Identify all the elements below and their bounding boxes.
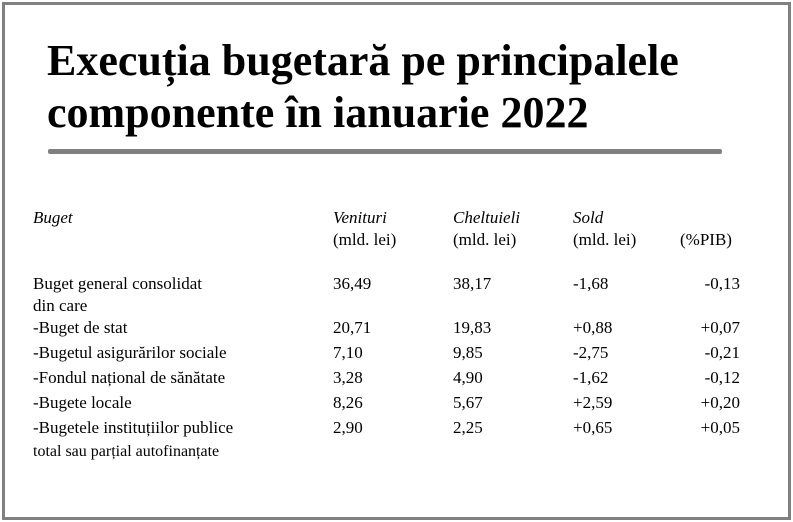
header-buget-label: Buget: [33, 208, 73, 227]
cell-pib: +0,20: [700, 393, 740, 412]
row-label: -Bugetul asigurărilor sociale: [33, 343, 227, 362]
cell-pib: -0,12: [704, 368, 740, 387]
row-label-cont: total sau parțial autofinanțate: [33, 443, 220, 460]
row-label: Buget general consolidat: [33, 274, 203, 293]
cell-venituri: 20,71: [333, 318, 372, 337]
header-sold: [573, 207, 636, 251]
cell-cheltuieli: 2,25: [453, 418, 483, 437]
header-pib-unit: (%PIB): [680, 230, 732, 249]
cell-sold: -2,75: [573, 343, 609, 362]
row-label: -Fondul național de sănătate: [33, 368, 226, 387]
header-cheltuieli-unit: (mld. lei): [453, 230, 517, 249]
header-venituri-label: Venituri: [333, 208, 387, 227]
cell-pib: +0,07: [700, 318, 740, 337]
header-sold-label: Sold: [573, 208, 604, 227]
row-label: -Buget de stat: [33, 318, 128, 337]
slide-title: [47, 35, 679, 139]
header-cheltuieli: [453, 207, 520, 251]
title-line-2: componente în ianuarie 2022: [47, 88, 589, 137]
cell-pib: -0,21: [704, 343, 740, 362]
cell-sold: +0,88: [573, 318, 613, 337]
header-venituri: [333, 207, 396, 251]
title-divider: [48, 149, 722, 154]
row-label-cont: din care: [33, 296, 88, 315]
cell-cheltuieli: 19,83: [453, 318, 492, 337]
cell-sold: -1,68: [573, 274, 609, 293]
cell-venituri: 3,28: [333, 368, 363, 387]
cell-venituri: 36,49: [333, 274, 372, 293]
header-cheltuieli-label: Cheltuieli: [453, 208, 521, 227]
header-venituri-unit: (mld. lei): [333, 230, 397, 249]
cell-sold: +0,65: [573, 418, 613, 437]
cell-venituri: 7,10: [333, 343, 363, 362]
cell-pib: -0,13: [704, 274, 740, 293]
cell-cheltuieli: 4,90: [453, 368, 483, 387]
cell-cheltuieli: 38,17: [453, 274, 492, 293]
cell-venituri: 2,90: [333, 418, 363, 437]
cell-cheltuieli: 5,67: [453, 393, 483, 412]
cell-sold: +2,59: [573, 393, 613, 412]
row-label: -Bugetele instituțiilor publice: [33, 418, 234, 437]
header-buget: [33, 207, 73, 229]
cell-venituri: 8,26: [333, 393, 363, 412]
header-sold-unit: (mld. lei): [573, 230, 637, 249]
row-label: -Bugete locale: [33, 393, 132, 412]
title-line-1: Execuția bugetară pe principalele: [47, 36, 679, 85]
cell-cheltuieli: 9,85: [453, 343, 483, 362]
cell-pib: +0,05: [700, 418, 740, 437]
header-pib: [680, 229, 732, 251]
cell-sold: -1,62: [573, 368, 609, 387]
